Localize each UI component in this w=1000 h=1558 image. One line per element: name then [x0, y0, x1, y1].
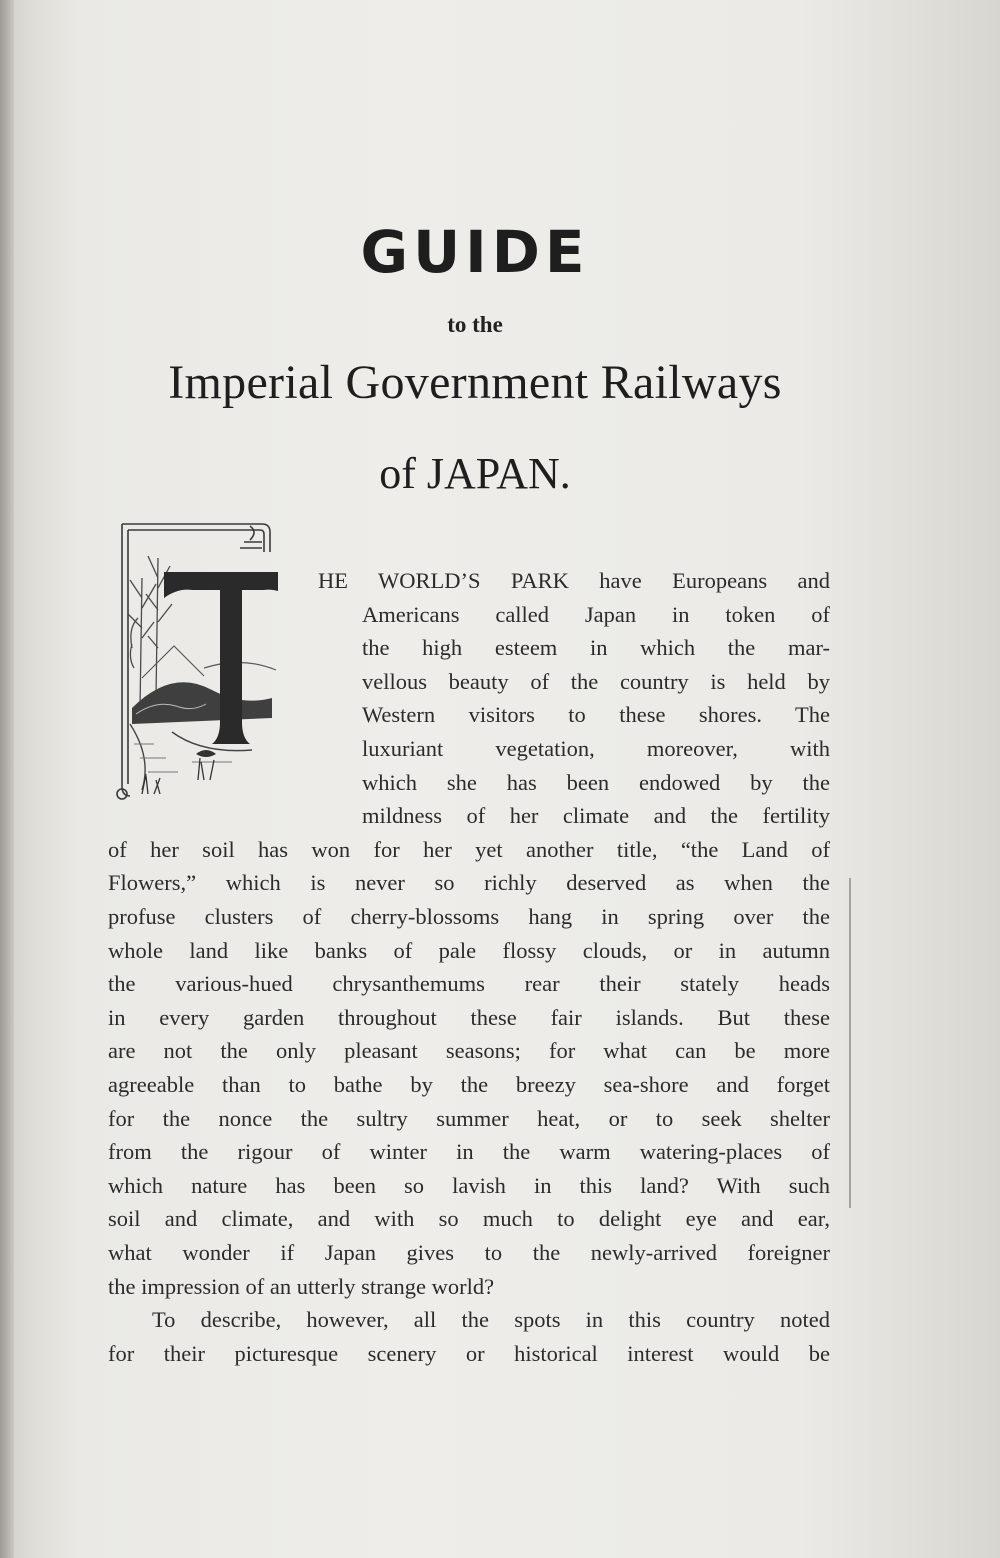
title-to-the: to the	[447, 312, 503, 337]
body-line: To describe, however, all the spots in this country noted	[152, 1307, 830, 1333]
body-line: of her soil has won for her yet another title, “the Land of	[108, 836, 830, 862]
body-line: which nature has been so lavish in this land? With such	[108, 1172, 830, 1198]
body-line: Western visitors to these shores. The	[362, 702, 830, 728]
body-line: soil and climate, and with so much to delight eye and ear,	[108, 1206, 830, 1232]
body-line: in every garden throughout these fair islands. But these	[108, 1004, 830, 1030]
title-of-japan: of JAPAN.	[379, 449, 571, 498]
body-line: for the nonce the sultry summer heat, or to seek shelter	[108, 1105, 830, 1131]
body-line: the high esteem in which the mar-	[362, 635, 830, 661]
body-line: from the rigour of winter in the warm watering-places of	[108, 1139, 830, 1165]
body-line: for their picturesque scenery or historical interest would be	[108, 1340, 830, 1366]
body-line: what wonder if Japan gives to the newly-arrived foreigner	[108, 1240, 830, 1265]
illustrated-drop-cap	[112, 518, 278, 804]
title-guide: GUIDE	[360, 218, 590, 286]
body-line: whole land like banks of pale flossy clouds, or in autumn	[108, 937, 830, 963]
body-line: HE WORLD’S PARK have Europeans and	[318, 568, 830, 593]
body-line: the various-hued chrysanthemums rear their stately heads	[108, 971, 830, 997]
drop-cap-letter: T	[112, 518, 113, 519]
body-line: Flowers,” which is never so richly deserved as when the	[108, 870, 830, 896]
body-line: vellous beauty of the country is held by	[362, 668, 830, 694]
margin-rule	[849, 878, 851, 1208]
body-line: mildness of her climate and the fertility	[362, 803, 830, 829]
body-line: which she has been endowed by the	[362, 769, 830, 795]
title-main: Imperial Government Railways	[168, 356, 782, 409]
body-line: are not the only pleasant seasons; for what can be more	[108, 1038, 830, 1064]
body-line: the impression of an utterly strange world?	[108, 1273, 495, 1299]
body-line: luxuriant vegetation, moreover, with	[362, 736, 830, 761]
body-line: Americans called Japan in token of	[362, 601, 830, 627]
body-line: profuse clusters of cherry-blossoms hang in spring over the	[108, 904, 830, 929]
body-line: agreeable than to bathe by the breezy sea-shore and forget	[108, 1072, 830, 1097]
